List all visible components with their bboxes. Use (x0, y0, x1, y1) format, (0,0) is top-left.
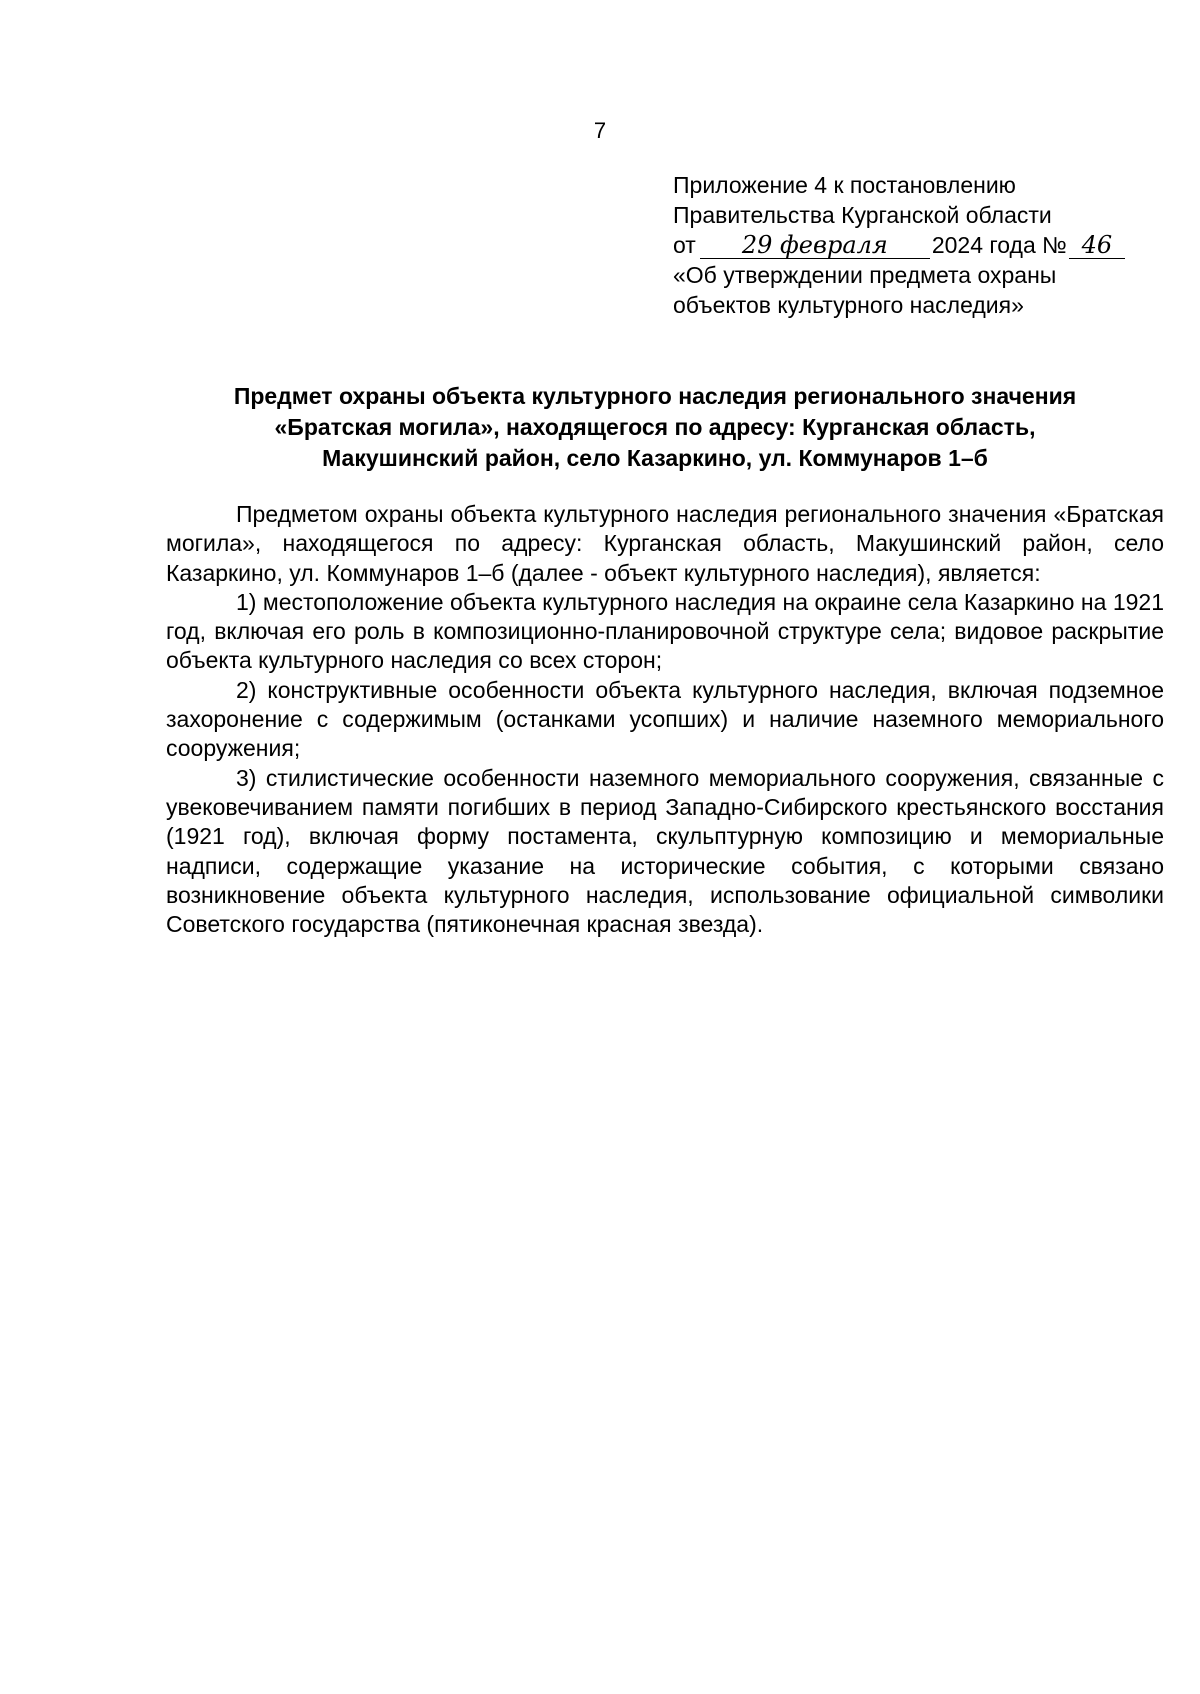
document-title (165, 381, 1145, 474)
year-text: 2024 года № (931, 232, 1067, 258)
title-line-1: Предмет охраны объекта культурного наследия регионального значения (233, 383, 1077, 409)
list-item: 3) стилистические особенности наземного мемориального сооружения, связанные с увековечиванием памяти погибших в период Западно-Сибирского крестьянского восстания (1921 год), включая форму постамента, скульптурную композицию и мемориальные надписи, содержащие указание на исторические события, с которыми связано возникновение объекта культурного наследия, использование официальной символики Советского государства (пятиконечная красная звезда). (166, 764, 1164, 938)
list-item: 1) местоположение объекта культурного наследия на окраине села Казаркино на 1921 год, включая его роль в композиционно-планировочной структуре села; видовое раскрытие объекта культурного наследия со всех сторон; (166, 588, 1164, 674)
title-line-3: Макушинский район, село Казаркино, ул. Коммунаров 1–б (322, 445, 988, 471)
appendix-header (673, 170, 1173, 320)
document-body (166, 500, 1164, 939)
appendix-line-2: Правительства Курганской области (673, 202, 1052, 228)
appendix-line-1: Приложение 4 к постановлению (673, 172, 1016, 198)
appendix-date-line (673, 230, 1173, 260)
page-number: 7 (593, 118, 607, 143)
handwritten-date: 29 февраля (700, 232, 930, 259)
appendix-line-5: объектов культурного наследия» (673, 292, 1024, 318)
date-prefix: от (673, 232, 696, 258)
handwritten-number: 46 (1069, 232, 1125, 259)
list-item: 2) конструктивные особенности объекта культурного наследия, включая подземное захоронение с содержимым (останками усопших) и наличие наземного мемориального сооружения; (166, 676, 1164, 762)
title-line-2: «Братская могила», находящегося по адресу: Курганская область, (274, 414, 1036, 440)
intro-paragraph: Предметом охраны объекта культурного наследия регионального значения «Братская могила», находящегося по адресу: Курганская область, Макушинский район, село Казаркино, ул. Коммунаров 1–б (далее - объект культурного наследия), является: (166, 501, 1164, 586)
appendix-line-4: «Об утверждении предмета охраны (673, 262, 1057, 288)
